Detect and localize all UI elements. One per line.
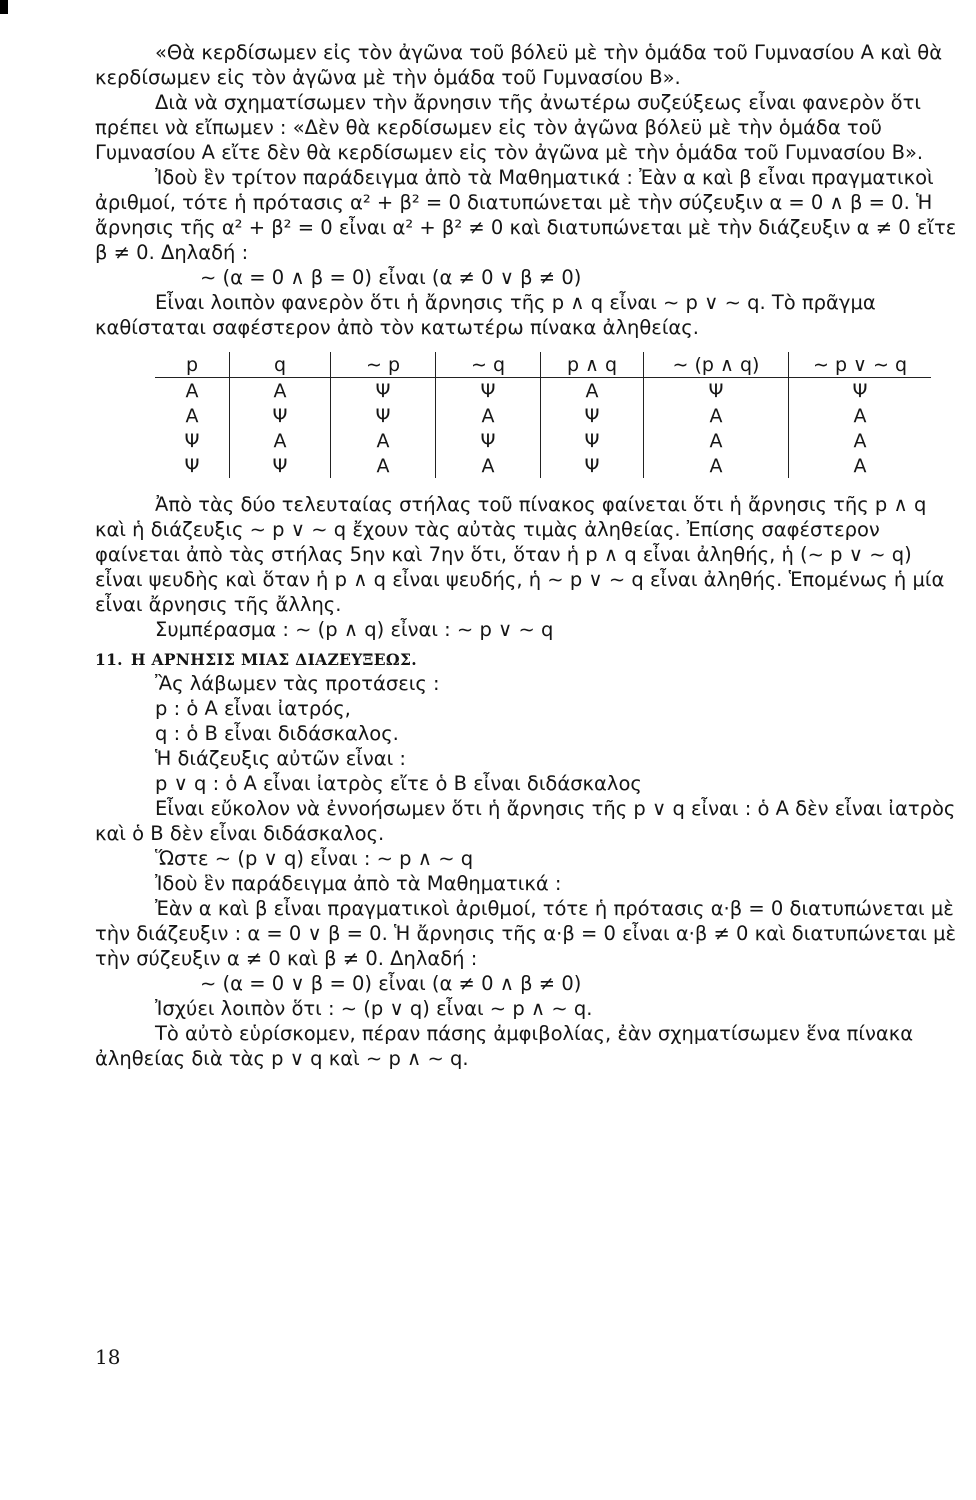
truth-table-cell: Α [789, 428, 932, 453]
truth-table-header-cell: q [230, 352, 331, 378]
paragraph: Ἰδοὺ ἓν τρίτον παράδειγμα ἀπὸ τὰ Μαθηματικά : Ἐὰν α καὶ β εἶναι πραγματικοὶ ἀριθμοί, τότε ἡ πρότασις α² + β² = 0 διατυπώνεται μὲ τὴν σύζευξιν α = 0 ∧ β = 0. Ἡ ἄρνησις τῆς α² + β² = 0 εἶναι α² + β² ≠ 0 καὶ διατυπώνεται μὲ τὴν διάζευξιν α ≠ 0 εἴτε β ≠ 0. Δηλαδή : [95, 166, 957, 264]
truth-table-cell: Α [436, 453, 541, 478]
truth-table-row [155, 453, 931, 478]
page-content [95, 40, 960, 1071]
truth-table [155, 352, 931, 478]
truth-table-cell: Α [541, 378, 644, 404]
truth-table-header-cell: ∼ p [331, 352, 436, 378]
truth-table-header-cell: ∼ (p ∧ q) [644, 352, 789, 378]
truth-table-cell: Α [789, 403, 932, 428]
truth-table-cell: Α [644, 428, 789, 453]
formula-line: ∼ (α = 0 ∨ β = 0) εἶναι (α ≠ 0 ∧ β ≠ 0) [200, 972, 582, 995]
truth-table-cell: Ψ [184, 429, 200, 452]
truth-table-cell: Ψ [230, 403, 331, 428]
truth-table-header-cell: ∼ q [436, 352, 541, 378]
section-title: Η ΑΡΝΗΣΙΣ ΜΙΑΣ ΔΙΑΖΕΥΞΕΩΣ. [130, 650, 417, 669]
paragraph: Ἰδοὺ ἓν παράδειγμα ἀπὸ τὰ Μαθηματικά : [155, 872, 562, 895]
truth-table-cell: Ψ [436, 428, 541, 453]
truth-table-cell: Α [331, 428, 436, 453]
truth-table-cell: Α [230, 378, 331, 404]
paragraph: Συμπέρασμα : ∼ (p ∧ q) εἶναι : ∼ p ∨ ∼ q [155, 618, 554, 641]
truth-table-header-cell: p [155, 352, 230, 378]
truth-table-cell: Α [230, 428, 331, 453]
truth-table-cell: Ψ [184, 454, 200, 477]
truth-table-cell: Ψ [541, 403, 644, 428]
page-number: 18 [95, 1345, 121, 1369]
paragraph: Διὰ νὰ σχηματίσωμεν τὴν ἄρνησιν τῆς ἀνωτέρω συζεύξεως εἶναι φανερὸν ὅτι πρέπει νὰ εἴπωμεν : «Δὲν θὰ κερδίσωμεν εἰς τὸν ἀγῶνα βόλεϋ μὲ τὴν ὁμάδα τοῦ Γυμνασίου Α εἴτε δὲν θὰ κερδίσωμεν εἰς τὸν ἀγῶνα μὲ τὴν ὁμάδα τοῦ Γυμνασίου Β». [95, 91, 924, 164]
scan-edge-mark [0, 0, 8, 14]
list-line: q : ὁ Β εἶναι διδάσκαλος. [155, 722, 399, 745]
truth-table-cell: Ψ [331, 378, 436, 404]
formula-line: ∼ (α = 0 ∧ β = 0) εἶναι (α ≠ 0 ∨ β ≠ 0) [200, 266, 582, 289]
truth-table-cell: Α [789, 453, 932, 478]
truth-table-cell: Α [644, 453, 789, 478]
truth-table-cell: Ψ [541, 428, 644, 453]
truth-table-cell: Ψ [436, 378, 541, 404]
paragraph: Τὸ αὐτὸ εὑρίσκομεν, πέραν πάσης ἀμφιβολίας, ἐὰν σχηματίσωμεν ἕνα πίνακα ἀληθείας διὰ τὰς p ∨ q καὶ ∼ p ∧ ∼ q. [95, 1022, 914, 1070]
truth-table-cell: Ψ [789, 378, 932, 404]
truth-table-header-cell: p ∧ q [541, 352, 644, 378]
section-number: 11. [95, 650, 123, 669]
truth-table-row [155, 403, 931, 428]
paragraph: Ὥστε ∼ (p ∨ q) εἶναι : ∼ p ∧ ∼ q [155, 847, 474, 870]
truth-table-cell: Α [185, 404, 199, 427]
truth-table-cell: Ψ [541, 453, 644, 478]
paragraph: Εἶναι λοιπὸν φανερὸν ὅτι ἡ ἄρνησις τῆς p ∧ q εἶναι ∼ p ∨ ∼ q. Τὸ πρᾶγμα καθίσταται σαφέστερον ἀπὸ τὸν κατωτέρω πίνακα ἀληθείας. [95, 291, 876, 339]
truth-table-header [155, 352, 931, 378]
truth-table-row [155, 378, 931, 404]
section-heading [95, 650, 960, 669]
truth-table-body [155, 378, 931, 479]
truth-table-cell: Α [185, 379, 199, 402]
truth-table-cell: Ψ [644, 378, 789, 404]
list-line: p ∨ q : ὁ Α εἶναι ἰατρὸς εἴτε ὁ Β εἶναι διδάσκαλος [155, 772, 642, 795]
paragraph: Ἰσχύει λοιπὸν ὅτι : ∼ (p ∨ q) εἶναι ∼ p ∧ ∼ q. [155, 997, 593, 1020]
truth-table-cell: Ψ [331, 403, 436, 428]
text-block-bottom [95, 671, 960, 1071]
paragraph: «Θὰ κερδίσωμεν εἰς τὸν ἀγῶνα τοῦ βόλεϋ μὲ τὴν ὁμάδα τοῦ Γυμνασίου Α καὶ θὰ κερδίσωμεν εἰς τὸν ἀγῶνα μὲ τὴν ὁμάδα τοῦ Γυμνασίου Β». [95, 41, 943, 89]
text-block-top [95, 40, 960, 340]
truth-table-cell: Α [436, 403, 541, 428]
paragraph: Εἶναι εὔκολον νὰ ἐννοήσωμεν ὅτι ἡ ἄρνησις τῆς p ∨ q εἶναι : ὁ Α δὲν εἶναι ἰατρὸς καὶ ὁ Β δὲν εἶναι διδάσκαλος. [95, 797, 956, 845]
truth-table-cell: Α [331, 453, 436, 478]
list-line: p : ὁ Α εἶναι ἰατρός, [155, 697, 351, 720]
truth-table-cell: Α [644, 403, 789, 428]
truth-table-row [155, 428, 931, 453]
paragraph: Ἐὰν α καὶ β εἶναι πραγματικοὶ ἀριθμοί, τότε ἡ πρότασις α·β = 0 διατυπώνεται μὲ τὴν διάζευξιν : α = 0 ∨ β = 0. Ἡ ἄρνησις τῆς α·β = 0 εἶναι α·β ≠ 0 καὶ διατυπώνεται μὲ τὴν σύζευξιν α ≠ 0 καὶ β ≠ 0. Δηλαδή : [95, 897, 957, 970]
paragraph: Ἀπὸ τὰς δύο τελευταίας στήλας τοῦ πίνακος φαίνεται ὅτι ἡ ἄρνησις τῆς p ∧ q καὶ ἡ διάζευξις ∼ p ∨ ∼ q ἔχουν τὰς αὐτὰς τιμὰς ἀληθείας. Ἐπίσης σαφέστερον φαίνεται ἀπὸ τὰς στήλας 5ην καὶ 7ην ὅτι, ὅταν ἡ p ∧ q εἶναι ἀληθής, ἡ (∼ p ∨ ∼ q) εἶναι ψευδὴς καὶ ὅταν ἡ p ∧ q εἶναι ψευδής, ἡ ∼ p ∨ ∼ q εἶναι ἀληθής. Ἑπομένως ἡ μία εἶναι ἄρνησις τῆς ἄλλης. [95, 493, 945, 616]
truth-table-cell: Ψ [230, 453, 331, 478]
truth-table-header-cell: ∼ p ∨ ∼ q [789, 352, 932, 378]
paragraph: Ἂς λάβωμεν τὰς προτάσεις : [155, 672, 440, 695]
text-block-middle [95, 492, 960, 642]
paragraph: Ἡ διάζευξις αὐτῶν εἶναι : [155, 747, 406, 770]
